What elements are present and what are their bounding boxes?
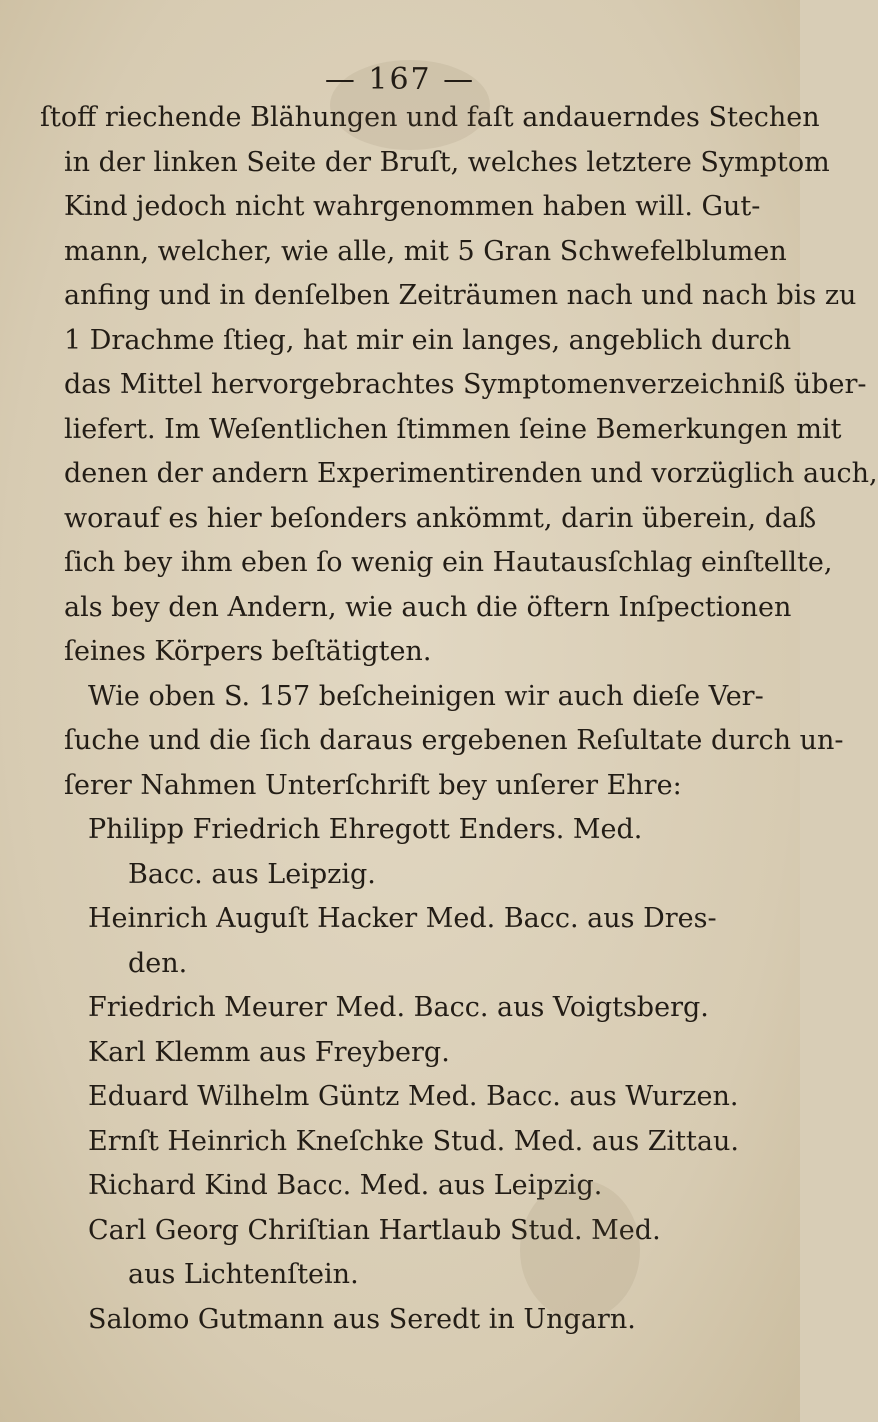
signature-line: Heinrich Auguſt Hacker Med. Bacc. aus Dres- [88, 903, 717, 934]
signature-line: Bacc. aus Leipzig. [128, 858, 376, 890]
text-line: ſich bey ihm eben ſo wenig ein Hautausſchlag einſtellte, [64, 547, 833, 578]
signature-line: Ernſt Heinrich Kneſchke Stud. Med. aus Zittau. [88, 1125, 739, 1157]
text-line: Wie oben S. 157 beſcheinigen wir auch dieſe Ver- [88, 680, 764, 712]
text-line: anfing und in denſelben Zeiträumen nach und nach bis zu [64, 280, 857, 311]
text-line: das Mittel hervorgebrachtes Symptomenverzeichniß über- [64, 369, 867, 400]
text-line: als bey den Andern, wie auch die öftern Inſpectionen [64, 591, 792, 623]
text-line: mann, welcher, wie alle, mit 5 Gran Schwefelblumen [64, 235, 787, 267]
signature-line: Karl Klemm aus Freyberg. [88, 1036, 450, 1068]
signature-line: Eduard Wilhelm Güntz Med. Bacc. aus Wurzen. [88, 1081, 739, 1112]
text-line: ſerer Nahmen Unterſchrift bey unſerer Ehre: [64, 769, 682, 801]
signature-line: Richard Kind Bacc. Med. aus Leipzig. [88, 1170, 603, 1201]
text-line: ſuche und die ſich daraus ergebenen Reſultate durch un- [64, 725, 844, 756]
signature-line: den. [128, 947, 188, 979]
text-line: ſtoff riechende Blähungen und faſt andauerndes Stechen [40, 102, 820, 133]
signature-line: aus Lichtenſtein. [128, 1259, 359, 1290]
signature-line: Friedrich Meurer Med. Bacc. aus Voigtsberg. [88, 992, 709, 1023]
text-line: denen der andern Experimentirenden und vorzüglich auch, [64, 458, 878, 489]
signature-line: Philipp Friedrich Ehregott Enders. Med. [88, 814, 643, 845]
text-line: in der linken Seite der Bruſt, welches letztere Symptom [64, 146, 830, 178]
text-line: liefert. Im Weſentlichen ſtimmen ſeine Bemerkungen mit [64, 413, 842, 445]
text-line: ſeines Körpers beſtätigten. [64, 636, 432, 667]
text-line: worauf es hier beſonders ankömmt, darin überein, daß [64, 502, 817, 534]
signature-line: Salomo Gutmann aus Seredt in Ungarn. [88, 1303, 636, 1335]
signature-line: Carl Georg Chriſtian Hartlaub Stud. Med. [88, 1214, 661, 1246]
text-line: Kind jedoch nicht wahrgenommen haben will. Gut- [64, 191, 761, 222]
text-line: 1 Drachme ſtieg, hat mir ein langes, angeblich durch [64, 324, 792, 356]
page-number: — 167 — [324, 62, 476, 97]
